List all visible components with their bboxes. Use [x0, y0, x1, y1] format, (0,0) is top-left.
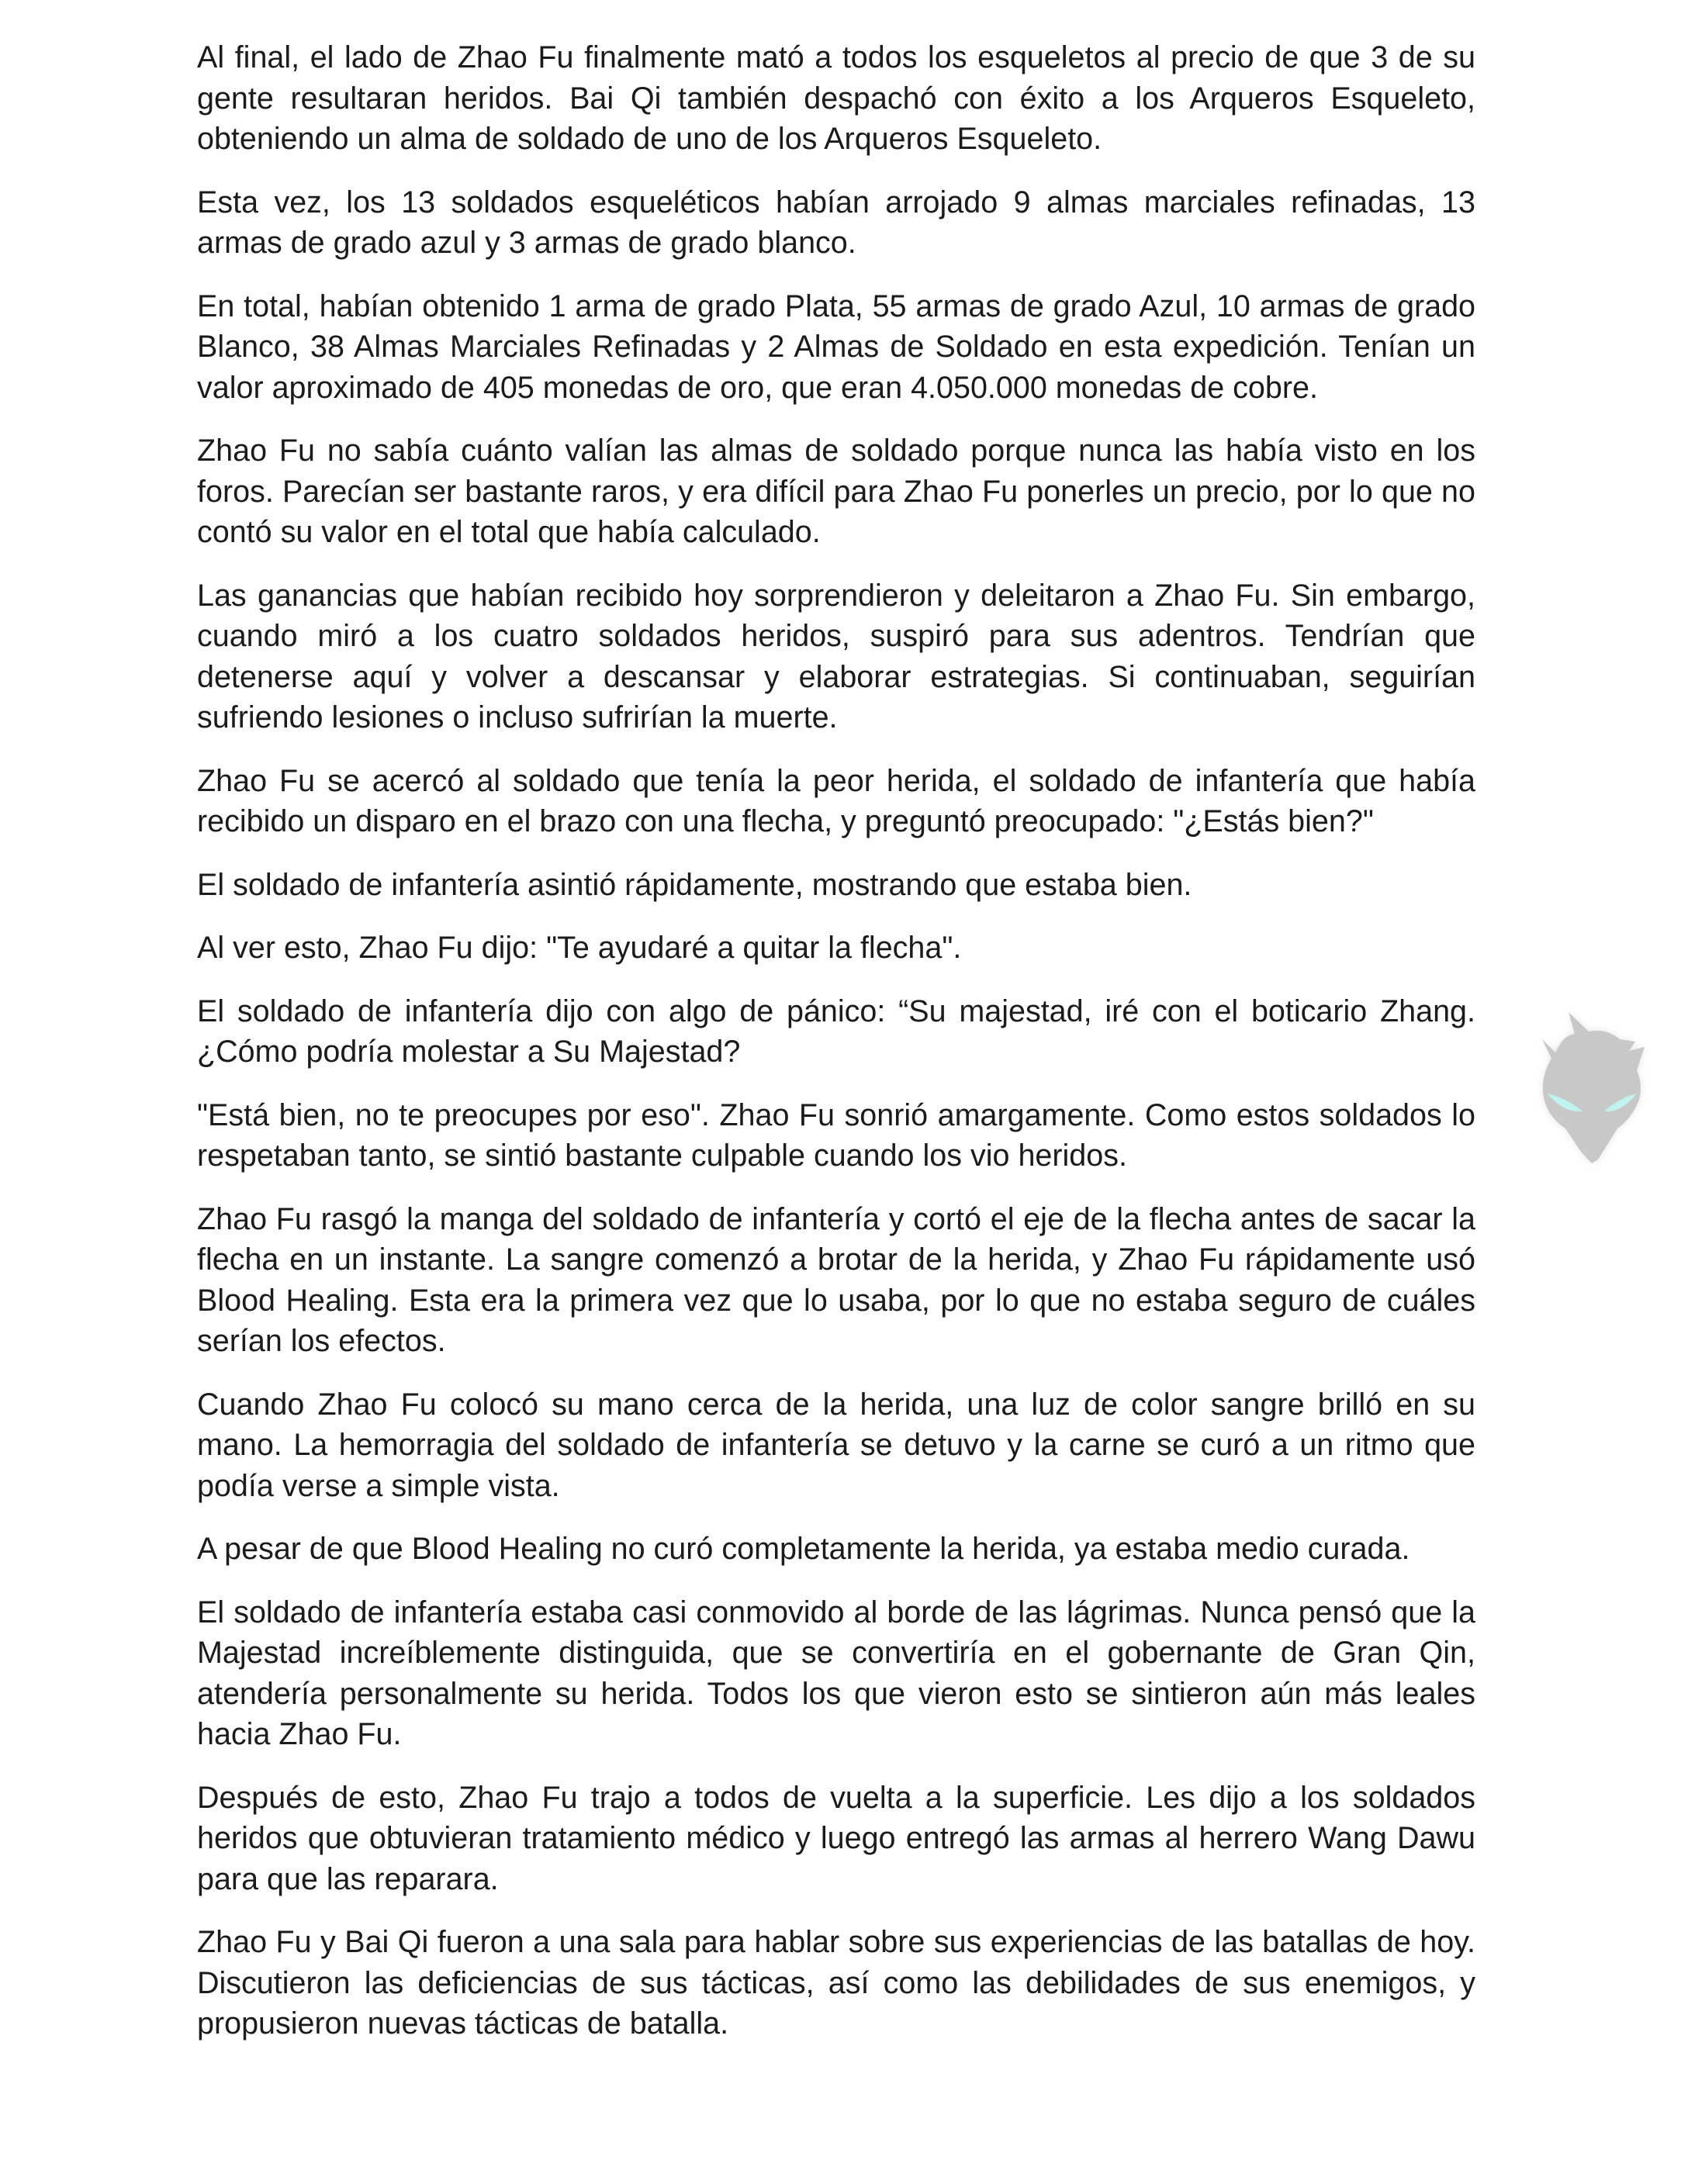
paragraph: Las ganancias que habían recibido hoy sorprendieron y deleitaron a Zhao Fu. Sin embargo, cuando miró a los cuatro soldados heridos, suspiró para sus adentros. Tendrían que detenerse aquí y volver a descansar y elaborar estrategias. Si continuaban, seguirían sufriendo lesiones o incluso sufrirían la muerte.	[197, 578, 1475, 734]
paragraph: El soldado de infantería estaba casi conmovido al borde de las lágrimas. Nunca pensó que la Majestad increíblemente distinguida, que se convertiría en el gobernante de Gran Qin, atendería personalmente su herida. Todos los que vieron esto se sintieron aún más leales hacia Zhao Fu.	[197, 1595, 1475, 1751]
paragraph: El soldado de infantería asintió rápidamente, mostrando que estaba bien.	[197, 867, 1192, 902]
paragraph: Esta vez, los 13 soldados esqueléticos habían arrojado 9 almas marciales refinadas, 13 armas de grado azul y 3 armas de grado blanco.	[197, 185, 1475, 260]
demon-head-icon	[1520, 1004, 1660, 1171]
paragraph: Zhao Fu no sabía cuánto valían las almas de soldado porque nunca las había visto en los foros. Parecían ser bastante raros, y era difícil para Zhao Fu ponerles un precio, por lo que no contó su valor en el total que había calculado.	[197, 434, 1475, 549]
paragraph: Al ver esto, Zhao Fu dijo: "Te ayudaré a quitar la flecha".	[197, 931, 962, 965]
paragraph: Al final, el lado de Zhao Fu finalmente mató a todos los esqueletos al precio de que 3 de su gente resultaran heridos. Bai Qi también despachó con éxito a los Arqueros Esqueleto, obteniendo un alma de soldado de uno de los Arqueros Esqueleto.	[197, 40, 1475, 156]
paragraph: En total, habían obtenido 1 arma de grado Plata, 55 armas de grado Azul, 10 armas de grado Blanco, 38 Almas Marciales Refinadas y 2 Almas de Soldado en esta expedición. Tenían un valor aproximado de 405 monedas de oro, que eran 4.050.000 monedas de cobre.	[197, 289, 1475, 405]
paragraph: Después de esto, Zhao Fu trajo a todos de vuelta a la superficie. Les dijo a los soldados heridos que obtuvieran tratamiento médico y luego entregó las armas al herrero Wang Dawu para que las reparara.	[197, 1780, 1475, 1896]
paragraph: Zhao Fu y Bai Qi fueron a una sala para hablar sobre sus experiencias de las batallas de hoy. Discutieron las deficiencias de sus tácticas, así como las debilidades de sus enemigos, y propusieron nuevas tácticas de batalla.	[197, 1925, 1475, 2041]
paragraph: Zhao Fu rasgó la manga del soldado de infantería y cortó el eje de la flecha antes de sacar la flecha en un instante. La sangre comenzó a brotar de la herida, y Zhao Fu rápidamente usó Blood Healing. Esta era la primera vez que lo usaba, por lo que no estaba seguro de cuáles serían los efectos.	[197, 1201, 1475, 1358]
paragraph: "Está bien, no te preocupes por eso". Zhao Fu sonrió amargamente. Como estos soldados lo respetaban tanto, se sintió bastante culpable cuando los vio heridos.	[197, 1097, 1475, 1173]
paragraph: Zhao Fu se acercó al soldado que tenía la peor herida, el soldado de infantería que había recibido un disparo en el brazo con una flecha, y preguntó preocupado: "¿Estás bien?"	[197, 763, 1475, 838]
chapter-text	[197, 37, 1475, 2067]
paragraph: A pesar de que Blood Healing no curó completamente la herida, ya estaba medio curada.	[197, 1532, 1410, 1566]
paragraph: El soldado de infantería dijo con algo de pánico: “Su majestad, iré con el boticario Zhang. ¿Cómo podría molestar a Su Majestad?	[197, 994, 1475, 1069]
paragraph: Cuando Zhao Fu colocó su mano cerca de la herida, una luz de color sangre brilló en su mano. La hemorragia del soldado de infantería se detuvo y la carne se curó a un ritmo que podía verse a simple vista.	[197, 1387, 1475, 1503]
